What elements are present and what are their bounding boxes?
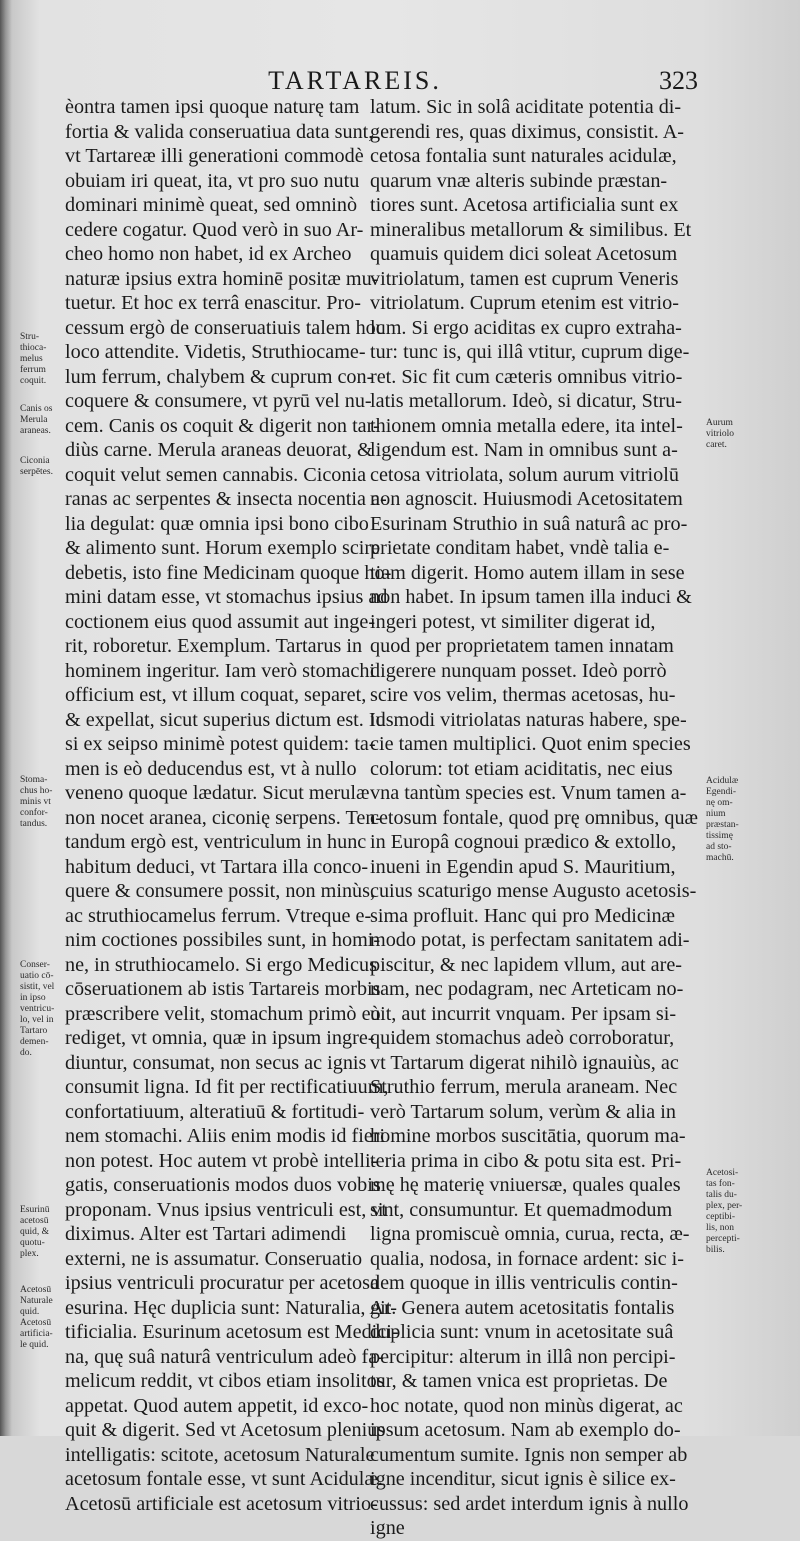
gloss-line: Stoma-: [20, 775, 48, 785]
text-line: intelligatis: scitote, acetosum Naturale: [65, 1443, 375, 1466]
gloss-line: Stru-: [20, 332, 39, 342]
text-line: cie tamen multiplici. Quot enim species: [370, 733, 691, 755]
gloss-line: thioca-: [20, 343, 47, 353]
text-line: cuius scaturigo mense Augusto acetosis-: [370, 880, 697, 902]
text-line: ne, in struthiocamelo. Si ergo Medicus: [65, 953, 377, 976]
gloss-line: chus ho-: [20, 786, 53, 796]
gloss-line: ferrum: [20, 365, 46, 375]
text-line: sint, consumuntur. Et quemadmodum: [370, 1198, 673, 1221]
gloss-line: Conser-: [20, 960, 50, 970]
gloss-line: nę om-: [706, 798, 733, 808]
text-line: vt Tartareæ illi generationi commodè: [65, 145, 364, 167]
text-line: latum. Sic in solâ aciditate potentia di-: [370, 96, 682, 118]
text-line: teria prima in cibo & potu sita est. Pri-: [370, 1149, 682, 1172]
text-line: igne incenditur, sicut ignis è silice ex-: [370, 1468, 676, 1490]
gloss-line: Acidulæ: [706, 776, 739, 786]
text-line: naturæ ipsius extra hominē positæ mu-: [65, 267, 379, 290]
text-line: cetosa fontalia sunt naturales acidulæ,: [370, 145, 677, 167]
gloss-line: tas fon-: [706, 1179, 735, 1189]
gloss-line: lo, vel in: [20, 1015, 54, 1025]
text-line: proponam. Vnus ipsius ventriculi est, vt: [65, 1198, 388, 1221]
gloss-line: sistit, vel: [20, 982, 55, 992]
left-margin-gloss: [20, 332, 46, 387]
gloss-line: minis vt: [20, 797, 51, 807]
text-line: tur, & tamen vnica est proprietas. De: [370, 1370, 668, 1392]
text-line: Struthio ferrum, merula araneam. Nec: [370, 1076, 678, 1098]
text-line: fortia & valida conseruatiua data sunt,: [65, 120, 374, 143]
text-line: quidem stomachus adeò corroboratur,: [370, 1027, 675, 1049]
text-line: cetosa vitriolata, solum aurum vitriolū: [370, 463, 679, 486]
gloss-line: Acetosū: [20, 1318, 52, 1328]
text-line: quarum vnæ alteris subinde præstan-: [370, 169, 668, 192]
text-line: Esurinam Struthio in suâ naturâ ac pro-: [370, 512, 688, 535]
left-margin-gloss: [20, 1285, 53, 1351]
text-line: uit, aut incurrit vnquam. Per ipsam si-: [370, 1002, 677, 1025]
text-line: homine morbos suscitātia, quorum ma-: [370, 1125, 686, 1147]
text-line: officium est, vt illum coquat, separet,: [65, 684, 367, 706]
text-line: debetis, isto fine Medicinam quoque ho-: [65, 561, 392, 584]
text-line: non potest. Hoc autem vt probè intelli-: [65, 1149, 378, 1172]
text-line: & alimento sunt. Horum exemplo scire: [65, 537, 381, 559]
text-line: men is eò deducendus est, vt à nullo: [65, 757, 357, 780]
text-line: digerere nunquam posset. Ideò porrò: [370, 659, 667, 682]
text-line: hoc notate, quod non minùs digerat, ac: [370, 1394, 683, 1417]
gloss-line: bilis.: [706, 1245, 725, 1255]
gloss-line: quid, &: [20, 1227, 50, 1237]
left-margin-gloss: [20, 775, 52, 830]
text-line: git. Genera autem acetositatis fontalis: [370, 1296, 675, 1319]
text-line: prietate conditam habet, vndè talia e-: [370, 537, 670, 559]
text-line: èontra tamen ipsi quoque naturę tam: [65, 96, 360, 118]
text-line: cedere cogatur. Quod verò in suo Ar-: [65, 218, 364, 241]
gloss-line: plex, per-: [706, 1201, 743, 1211]
gloss-line: Tartaro: [20, 1026, 48, 1036]
gloss-line: coquit.: [20, 376, 47, 386]
text-line: diuntur, consumat, non secus ac ignis: [65, 1051, 367, 1074]
gloss-line: Naturale: [20, 1296, 53, 1306]
text-line: tandum ergò est, ventriculum in hunc: [65, 831, 367, 853]
text-line: ipsius ventriculi procuratur per acetosa: [65, 1272, 379, 1294]
text-line: lum. Si ergo aciditas ex cupro extraha-: [370, 316, 682, 339]
text-line: non agnoscit. Huiusmodi Acetositatem: [370, 488, 683, 510]
text-line: modo potat, is perfectam sanitatem adi-: [370, 929, 690, 951]
text-line: nem stomachi. Aliis enim modis id fieri: [65, 1125, 386, 1147]
gloss-line: caret.: [706, 440, 727, 450]
text-line: loco attendite. Videtis, Struthiocame-: [65, 341, 366, 363]
gloss-line: Merula: [20, 415, 48, 425]
text-line: percipitur: alterum in illâ non percipi-: [370, 1345, 676, 1368]
gloss-line: melus: [20, 354, 43, 364]
left-margin-gloss: [20, 404, 52, 437]
text-line: Acetosū artificiale est acetosum vitrio-: [65, 1492, 378, 1515]
gloss-line: Egendi-: [706, 787, 737, 797]
text-line: mę hę materię vniuersæ, quales quales: [370, 1174, 681, 1196]
text-line: non habet. In ipsum tamen illa induci &: [370, 586, 692, 608]
text-line: thionem omnia metalla edere, ita intel-: [370, 414, 683, 437]
text-line: diximus. Alter est Tartari adimendi: [65, 1223, 347, 1245]
text-line: quere & consumere possit, non minùs,: [65, 880, 376, 902]
gloss-line: Aurum: [706, 418, 733, 428]
gloss-line: plex.: [20, 1249, 39, 1259]
text-line: præscribere velit, stomachum primò eò: [65, 1002, 381, 1025]
gloss-line: Ciconia: [20, 456, 50, 466]
gloss-line: uatio cō-: [20, 971, 54, 981]
text-line: acetosum fontale esse, vt sunt Acidulæ.: [65, 1468, 383, 1490]
text-line: ingeri potest, vt similiter digerat id,: [370, 610, 656, 633]
text-line: consumit ligna. Id fit per rectificatiuum,: [65, 1076, 389, 1098]
gloss-line: Acetosi-: [706, 1168, 739, 1178]
text-line: dem quoque in illis ventriculis contin-: [370, 1272, 678, 1294]
text-line: ranas ac serpentes & insecta nocentia a-: [65, 488, 387, 510]
right-margin-gloss: [706, 1168, 742, 1256]
gloss-line: Acetosū: [20, 1285, 52, 1295]
gloss-line: artificia-: [20, 1329, 53, 1339]
text-line: cussus: sed ardet interdum ignis à nullo: [370, 1492, 689, 1515]
gutter-shadow: [0, 0, 12, 1436]
right-text-column: [370, 95, 700, 1541]
gloss-line: do.: [20, 1048, 32, 1058]
text-line: hominem ingeritur. Iam verò stomachi: [65, 659, 376, 682]
running-head: TARTAREIS.: [268, 66, 442, 95]
text-line: gerendi res, quas diximus, consistit. A-: [370, 120, 684, 143]
text-line: ac struthiocamelus ferrum. Vtreque e-: [65, 904, 372, 927]
gloss-line: tandus.: [20, 819, 48, 829]
text-line: mini datam esse, vt stomachus ipsius ad: [65, 586, 388, 608]
text-line: veneno quoque lædatur. Sicut merulæ: [65, 782, 370, 804]
gloss-line: confor-: [20, 808, 48, 818]
gloss-line: nium: [706, 809, 726, 819]
gloss-line: ventricu-: [20, 1004, 55, 1014]
text-line: qualia, nodosa, in fornace ardent: sic i-: [370, 1247, 684, 1270]
gloss-line: serpētes.: [20, 467, 53, 477]
left-margin-gloss: [20, 1205, 50, 1260]
text-line: gatis, conseruationis modos duos vobis: [65, 1174, 381, 1196]
text-line: si ex seipso minimè potest quidem: ta-: [65, 733, 376, 755]
text-line: quit & digerit. Sed vt Acetosum plenius: [65, 1419, 386, 1441]
left-margin-gloss: [20, 456, 53, 478]
text-line: in Europâ cognoui prædico & extollo,: [370, 831, 677, 853]
text-line: coctionem eius quod assumit aut inge-: [65, 610, 376, 633]
left-margin-gloss: [20, 960, 54, 1059]
gloss-line: lis, non: [706, 1223, 734, 1233]
text-line: vna tantùm species est. Vnum tamen a-: [370, 782, 687, 804]
text-line: mineralibus metallorum & similibus. Et: [370, 218, 692, 241]
text-line: scire vos velim, thermas acetosas, hu-: [370, 684, 676, 706]
text-line: cumentum sumite. Ignis non semper ab: [370, 1443, 688, 1466]
left-text-column: [65, 95, 399, 1516]
text-line: piscitur, & nec lapidem vllum, aut are-: [370, 953, 682, 976]
text-line: cheo homo non habet, id ex Archeo: [65, 243, 352, 265]
gloss-line: percepti-: [706, 1234, 740, 1244]
gloss-line: ad sto-: [706, 842, 732, 852]
text-line: vitriolatum. Cuprum etenim est vitrio-: [370, 292, 679, 314]
text-line: obuiam iri queat, ita, vt pro suo nutu: [65, 169, 360, 192]
text-line: ligna promiscuè omnia, curua, recta, æ-: [370, 1223, 690, 1245]
page-number: 323: [659, 66, 698, 95]
text-line: vt Tartarum digerat nihilò ignauiùs, ac: [370, 1051, 679, 1074]
gloss-line: araneas.: [20, 426, 51, 436]
text-line: dominari minimè queat, sed omninò: [65, 194, 358, 216]
text-line: tur: tunc is, qui illâ vtitur, cuprum dige-: [370, 341, 690, 363]
text-line: coquere & consumere, vt pyrū vel nu-: [65, 390, 372, 412]
gloss-line: tissimę: [706, 831, 733, 841]
gloss-line: acetosū: [20, 1216, 49, 1226]
text-line: lum ferrum, chalybem & cuprum con-: [65, 365, 374, 388]
right-margin-gloss: [706, 776, 739, 864]
gloss-line: in ipso: [20, 993, 46, 1003]
text-line: nam, nec podagram, nec Arteticam no-: [370, 978, 684, 1000]
text-line: esurina. Hęc duplicia sunt: Naturalia, Ar-: [65, 1296, 398, 1319]
text-line: confortatiuum, alteratiuū & fortitudi-: [65, 1100, 365, 1123]
text-line: vitriolatum, tamen est cuprum Veneris: [370, 267, 679, 290]
text-line: na, quę suâ naturâ ventriculum adeò fa-: [65, 1345, 384, 1368]
gloss-line: ceptibi-: [706, 1212, 736, 1222]
text-line: appetat. Quod autem appetit, id exco-: [65, 1394, 369, 1417]
text-line: tiam digerit. Homo autem illam in sese: [370, 561, 685, 584]
text-line: cōseruationem ab istis Tartareis morbis: [65, 978, 381, 1000]
gloss-line: Esurinū: [20, 1205, 50, 1215]
gloss-line: Canis os: [20, 404, 53, 414]
text-line: melicum reddit, vt cibos etiam insolitos: [65, 1370, 385, 1392]
text-line: igne: [370, 1517, 405, 1539]
text-line: verò Tartarum solum, verùm & alia in: [370, 1100, 676, 1123]
text-line: latis metallorum. Ideò, si dicatur, Stru-: [370, 390, 683, 412]
text-line: diùs carne. Merula araneas deuorat, &: [65, 439, 373, 461]
gloss-line: demen-: [20, 1037, 49, 1047]
text-line: tiores sunt. Acetosa artificialia sunt ex: [370, 194, 679, 216]
gloss-line: talis du-: [706, 1190, 737, 1200]
text-line: ret. Sic fit cum cæteris omnibus vitrio-: [370, 365, 683, 388]
text-line: inueni in Egendin apud S. Mauritium,: [370, 855, 676, 878]
text-line: quod per proprietatem tamen innatam: [370, 635, 674, 657]
text-line: duplicia sunt: vnum in acetositate suâ: [370, 1321, 674, 1343]
text-line: tificialia. Esurinum acetosum est Medici-: [65, 1321, 399, 1343]
text-line: iusmodi vitriolatas naturas habere, spe-: [370, 708, 687, 731]
gloss-line: vitriolo: [706, 429, 734, 439]
text-line: lia degulat: quæ omnia ipsi bono cibo: [65, 512, 369, 535]
text-line: coquit velut semen cannabis. Ciconia: [65, 463, 367, 486]
text-line: nim coctiones possibiles sunt, in homi-: [65, 929, 381, 951]
text-line: & expellat, sicut superius dictum est. Id: [65, 708, 386, 731]
gloss-line: quotu-: [20, 1238, 45, 1248]
text-line: sima profluit. Hanc qui pro Medicinæ: [370, 904, 676, 927]
gloss-line: præstan-: [706, 820, 739, 830]
right-margin-gloss: [706, 418, 734, 451]
text-line: cetosum fontale, quod prę omnibus, quæ: [370, 806, 698, 829]
text-line: quamuis quidem dici soleat Acetosum: [370, 243, 678, 265]
text-line: colorum: tot etiam aciditatis, nec eius: [370, 757, 673, 780]
text-line: externi, ne is assumatur. Conseruatio: [65, 1247, 363, 1270]
text-line: ligendum est. Nam in omnibus sunt a-: [370, 439, 678, 461]
gloss-line: le quid.: [20, 1340, 49, 1350]
text-line: cem. Canis os coquit & digerit non tar-: [65, 414, 380, 437]
gloss-line: quid.: [20, 1307, 40, 1317]
text-line: ipsum acetosum. Nam ab exemplo do-: [370, 1419, 681, 1441]
text-line: tuetur. Et hoc ex terrâ enascitur. Pro-: [65, 292, 361, 314]
text-line: rit, roboretur. Exemplum. Tartarus in: [65, 635, 363, 657]
text-line: rediget, vt omnia, quæ in ipsum ingre-: [65, 1027, 375, 1049]
gloss-line: machū.: [706, 853, 734, 863]
text-line: non nocet aranea, ciconię serpens. Ten-: [65, 806, 383, 829]
text-line: habitum deduci, vt Tartara illa conco-: [65, 855, 369, 878]
text-line: cessum ergò de conseruatiuis talem hoc: [65, 316, 385, 339]
